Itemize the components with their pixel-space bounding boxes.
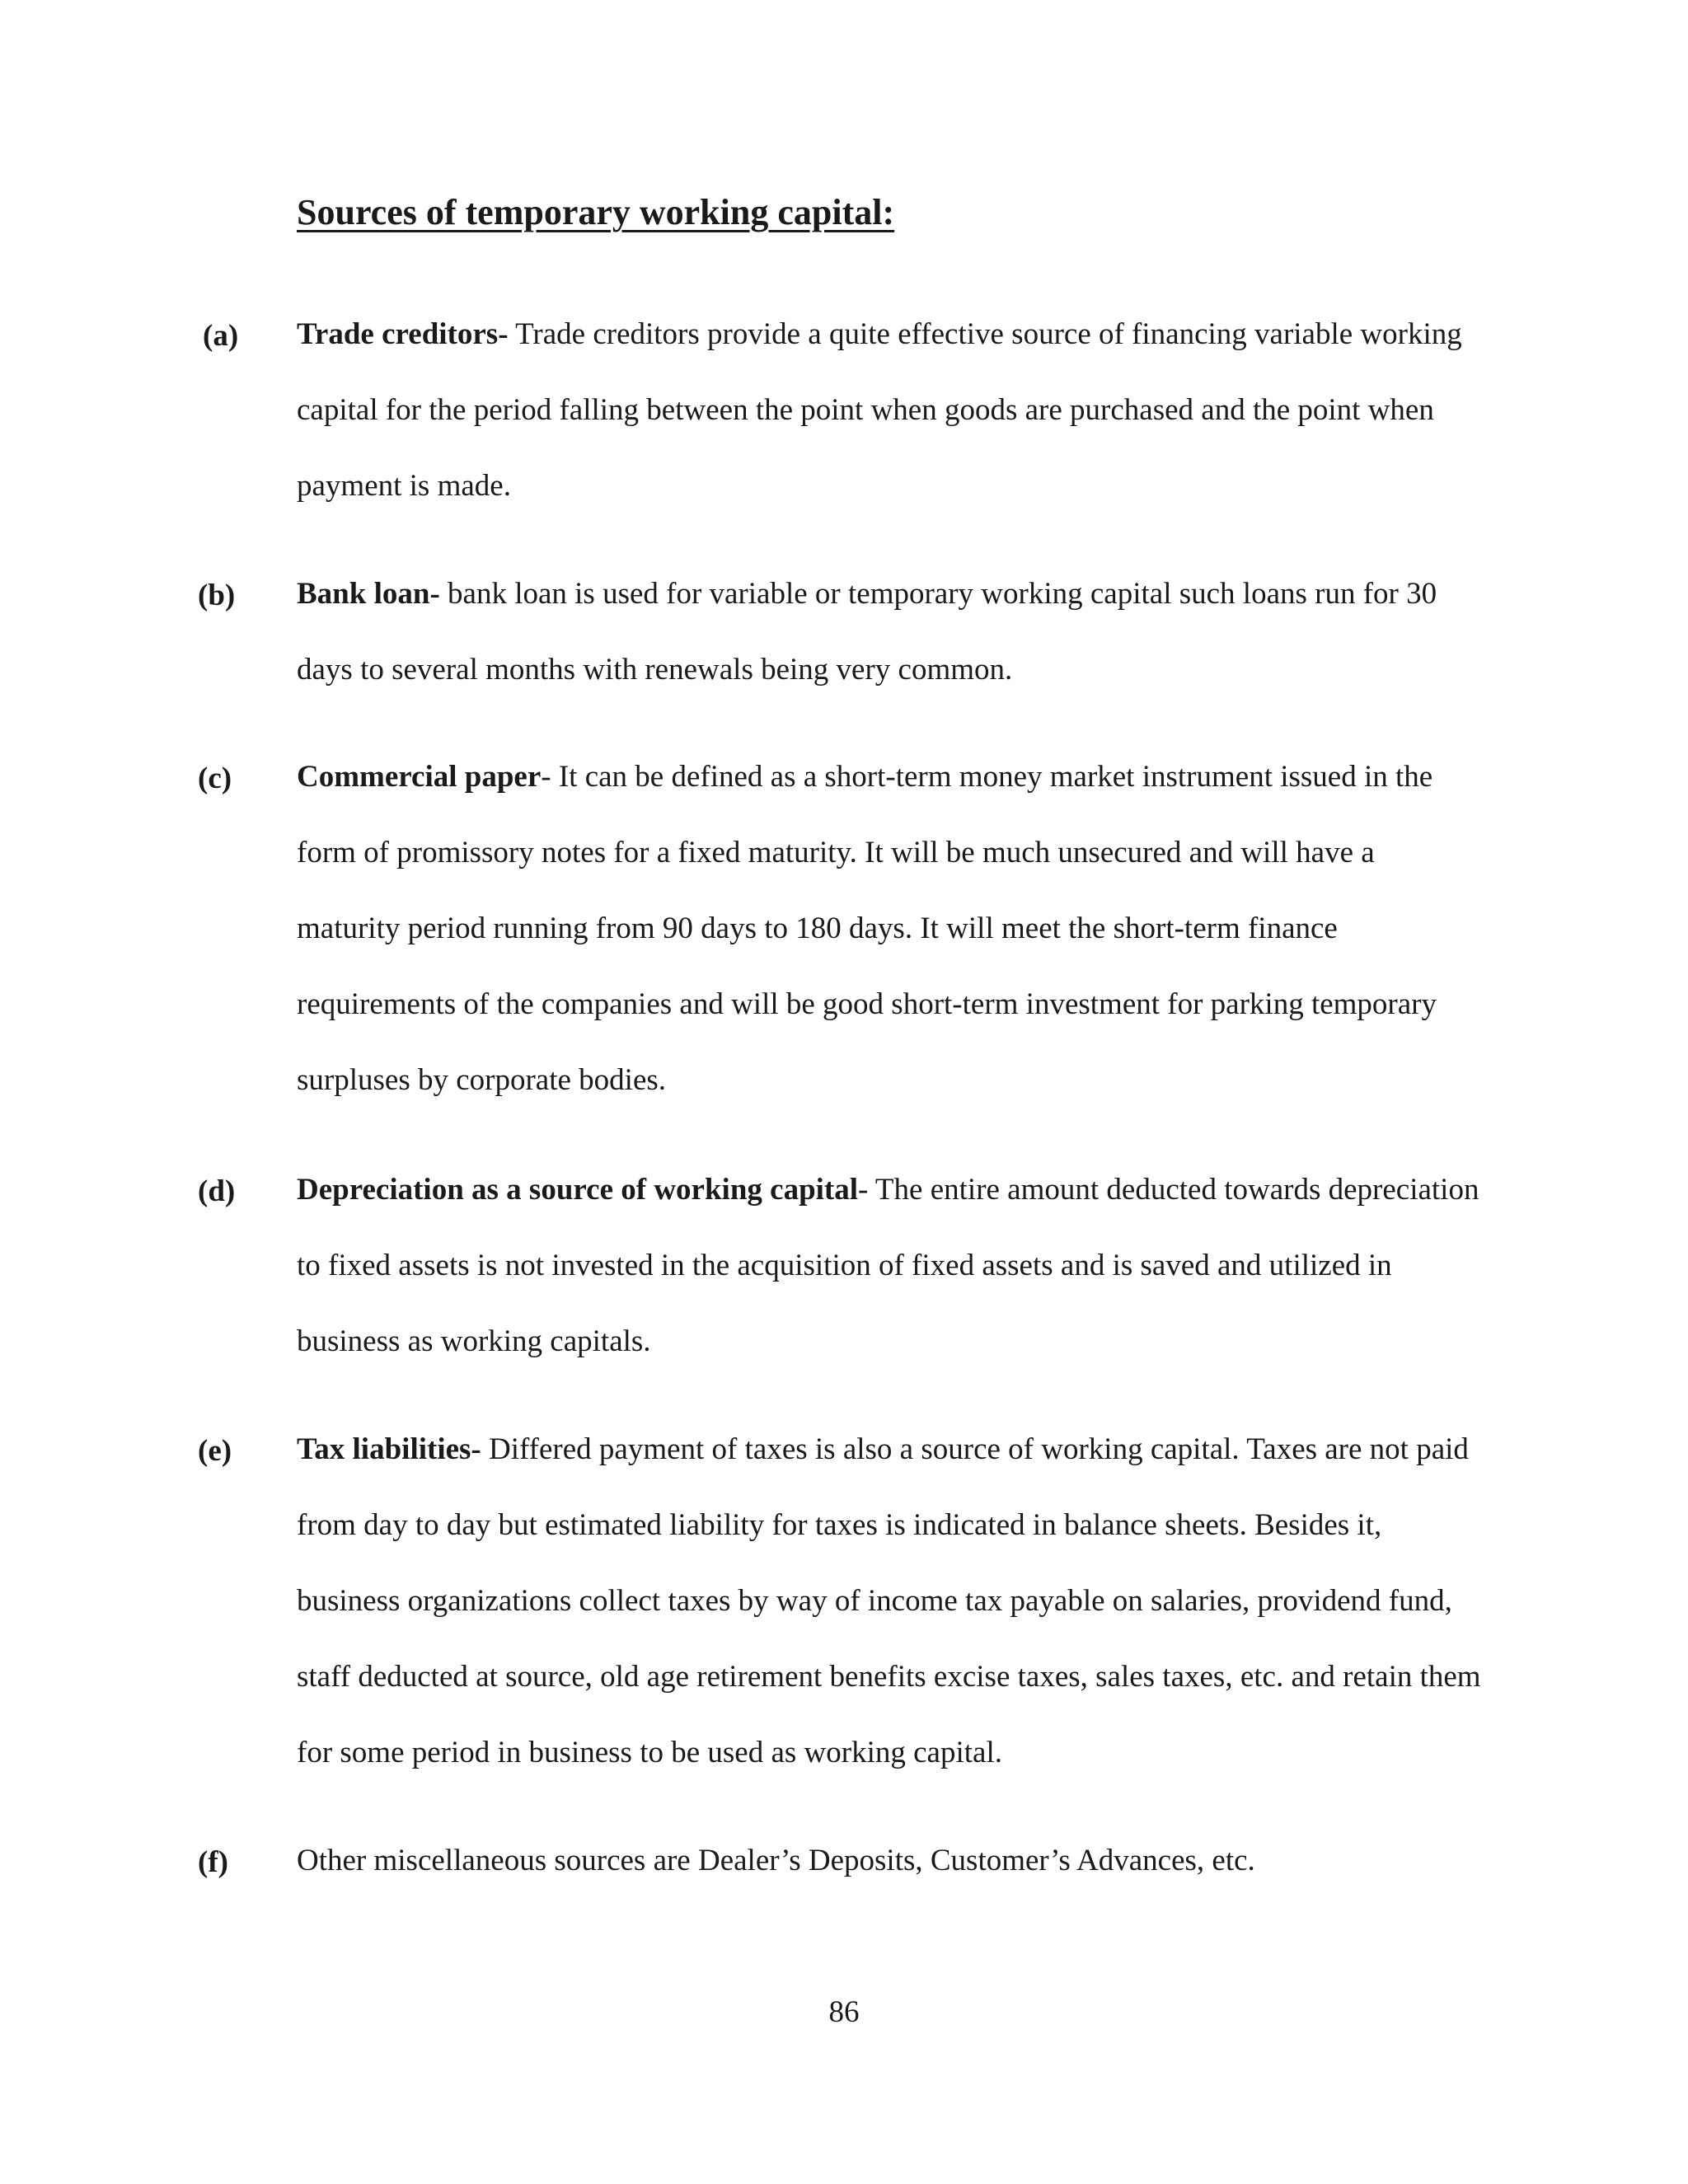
item-term: Tax liabilities- xyxy=(297,1432,481,1466)
item-paragraph xyxy=(297,297,1484,524)
item-text: - It can be defined as a short-term money market instrument issued in the form of promissory notes for a fixed maturity. It will be much unsecured and will have a maturity period running from 90 days to 180 days. It will meet the short-term finance requirements of the companies and will be good short-term investment for parking temporary surpluses by corporate bodies. xyxy=(297,760,1437,1097)
item-term: Depreciation as a source of working capital xyxy=(297,1173,859,1207)
item-text: - The entire amount deducted towards depreciation to fixed assets is not invested in the acquisition of fixed assets and is saved and utilized in business as working capitals. xyxy=(297,1173,1479,1358)
item-term: Bank loan- xyxy=(297,577,440,611)
item-marker: (a) xyxy=(203,319,239,353)
item-marker: (f) xyxy=(198,1845,228,1879)
item-marker: (b) xyxy=(198,579,236,612)
item-term: Trade creditors- xyxy=(297,317,509,351)
page-number: 86 xyxy=(828,1995,860,2029)
item-text: Other miscellaneous sources are Dealer’s Deposits, Customer’s Advances, etc. xyxy=(297,1844,1255,1877)
item-paragraph xyxy=(297,1412,1484,1791)
item-text: bank loan is used for variable or temporary working capital such loans run for 30 days to several months with renewals being very common. xyxy=(297,577,1437,687)
item-marker: (d) xyxy=(198,1174,236,1208)
item-term: Commercial paper xyxy=(297,760,542,794)
item-paragraph xyxy=(297,1152,1484,1380)
item-paragraph xyxy=(297,739,1484,1118)
section-heading: Sources of temporary working capital: xyxy=(297,192,895,232)
item-text: Trade creditors provide a quite effective source of financing variable working capital for the period falling between the point when goods are purchased and the point when payment is made. xyxy=(297,317,1462,503)
item-paragraph xyxy=(297,1823,1484,1899)
item-text: Differed payment of taxes is also a source of working capital. Taxes are not paid from day to day but estimated liability for taxes is indicated in balance sheets. Besides it, business organizations collect taxes by way of income tax payable on salaries, providend fund, staff deducted at source, old age retirement benefits excise taxes, sales taxes, etc. and retain them for some period in business to be used as working capital. xyxy=(297,1432,1481,1769)
item-marker: (c) xyxy=(198,762,232,795)
item-paragraph xyxy=(297,556,1484,708)
item-marker: (e) xyxy=(198,1434,232,1468)
